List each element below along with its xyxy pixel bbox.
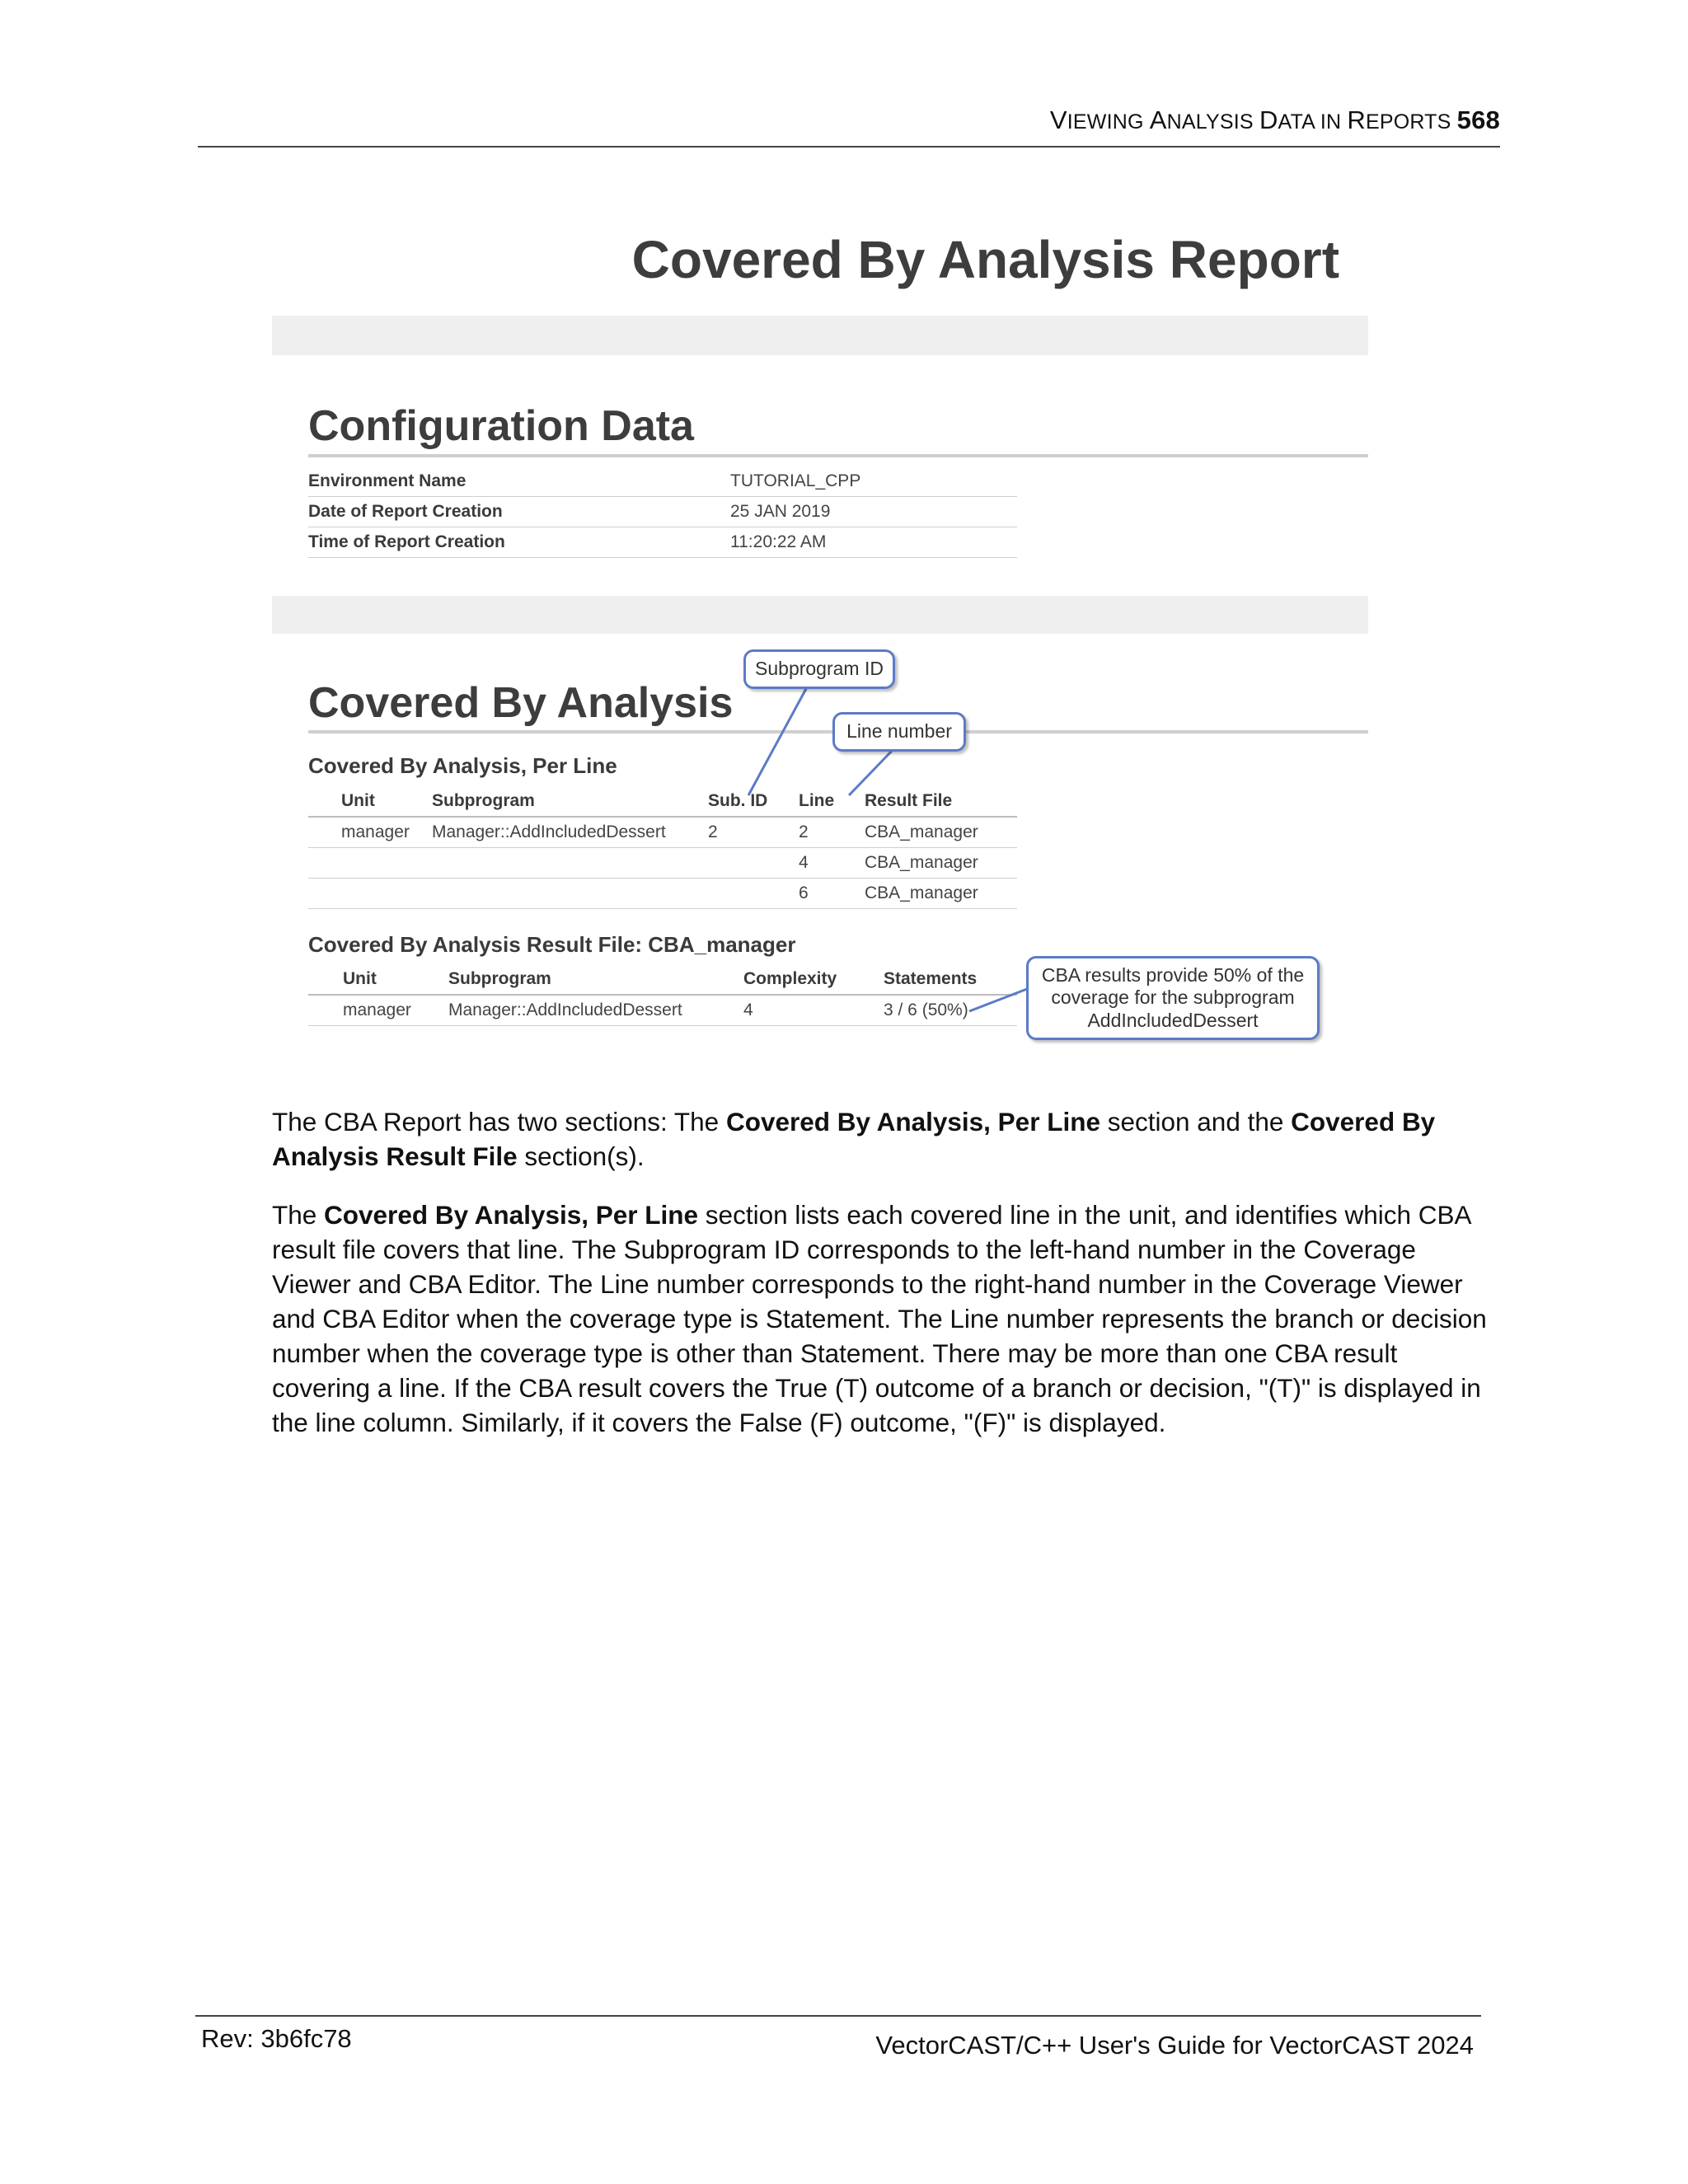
- header-word-1: VIEWING: [1049, 105, 1150, 134]
- leader-line-subprogram-id: [748, 686, 808, 795]
- cell: 2: [799, 817, 865, 848]
- column-header: Result File: [865, 786, 1017, 817]
- callout-text-line: AddIncludedDessert: [1087, 1009, 1259, 1031]
- cell: 4: [743, 995, 884, 1026]
- cell: 4: [799, 848, 865, 879]
- config-key: Date of Report Creation: [308, 497, 730, 527]
- page-header: [198, 105, 1500, 135]
- column-header: Complexity: [743, 964, 884, 995]
- per-line-heading: Covered By Analysis, Per Line: [308, 753, 617, 778]
- column-header: Unit: [343, 964, 448, 995]
- config-value: 25 JAN 2019: [730, 497, 1017, 527]
- footer-guide-title: VectorCAST/C++ User's Guide for VectorCAST 2024: [875, 2031, 1474, 2060]
- callout-leader-lines: [272, 206, 1368, 1047]
- column-header: Line: [799, 786, 865, 817]
- cba-heading: Covered By Analysis: [308, 679, 734, 727]
- result-file-heading: Covered By Analysis Result File: CBA_manager: [308, 932, 796, 957]
- callout-cba-results: [1026, 956, 1320, 1040]
- column-header: Subprogram: [448, 964, 743, 995]
- column-header: Subprogram: [432, 786, 708, 817]
- config-key: Environment Name: [308, 466, 730, 497]
- cell: manager: [341, 817, 432, 848]
- config-heading: Configuration Data: [308, 402, 694, 450]
- cell: Manager::AddIncludedDessert: [432, 817, 708, 848]
- config-value: 11:20:22 AM: [730, 527, 1017, 558]
- column-header: Statements: [884, 964, 1017, 995]
- header-rule: [198, 146, 1500, 148]
- report-screenshot: [272, 206, 1368, 1047]
- report-title: Covered By Analysis Report: [631, 230, 1339, 289]
- column-header: Unit: [341, 786, 432, 817]
- paragraph-per-line: The Covered By Analysis, Per Line section lists each covered line in the unit, and identifies which CBA result file covers that line. The Subprogram ID corresponds to the left-hand number in the Coverage Viewer and CBA Editor. The Line number corresponds to the right-hand number in the Coverage Viewer and CBA Editor when the coverage type is Statement. The Line number represents the branch or decision number when the coverage type is other than Statement. There may be more than one CBA result covering a line. If the CBA result covers the True (T) outcome of a branch or decision, "(T)" is displayed in the line column. Similarly, if it covers the False (F) outcome, "(F)" is displayed.: [272, 1200, 1487, 1437]
- page-number: 568: [1456, 105, 1500, 134]
- footer-revision: Rev: 3b6fc78: [201, 2024, 352, 2053]
- callout-line-number: Line number: [832, 712, 966, 752]
- cell: CBA_manager: [865, 848, 1017, 879]
- cell: CBA_manager: [865, 817, 1017, 848]
- cell: manager: [343, 995, 448, 1026]
- cell: CBA_manager: [865, 879, 1017, 909]
- cell: 2: [708, 817, 799, 848]
- paragraph-sections: The CBA Report has two sections: The Covered By Analysis, Per Line section and the Covered By Analysis Result File section(s).: [272, 1107, 1436, 1171]
- config-value: TUTORIAL_CPP: [730, 466, 1017, 497]
- callout-text-line: CBA results provide 50% of the: [1041, 963, 1305, 986]
- cell: 6: [799, 879, 865, 909]
- cell: 3 / 6 (50%): [884, 995, 1017, 1026]
- column-header: Sub. ID: [708, 786, 799, 817]
- callout-text-line: coverage for the subprogram: [1051, 987, 1295, 1009]
- cell: Manager::AddIncludedDessert: [448, 995, 743, 1026]
- footer-rule: [195, 2015, 1481, 2017]
- header-word-3: DATA IN: [1259, 105, 1348, 134]
- leader-line-line-number: [849, 748, 894, 795]
- header-word-4: REPORTS: [1347, 105, 1457, 134]
- header-word-2: ANALYSIS: [1149, 105, 1259, 134]
- leader-line-cba-results: [969, 989, 1027, 1011]
- callout-subprogram-id: Subprogram ID: [743, 649, 895, 689]
- config-key: Time of Report Creation: [308, 527, 730, 558]
